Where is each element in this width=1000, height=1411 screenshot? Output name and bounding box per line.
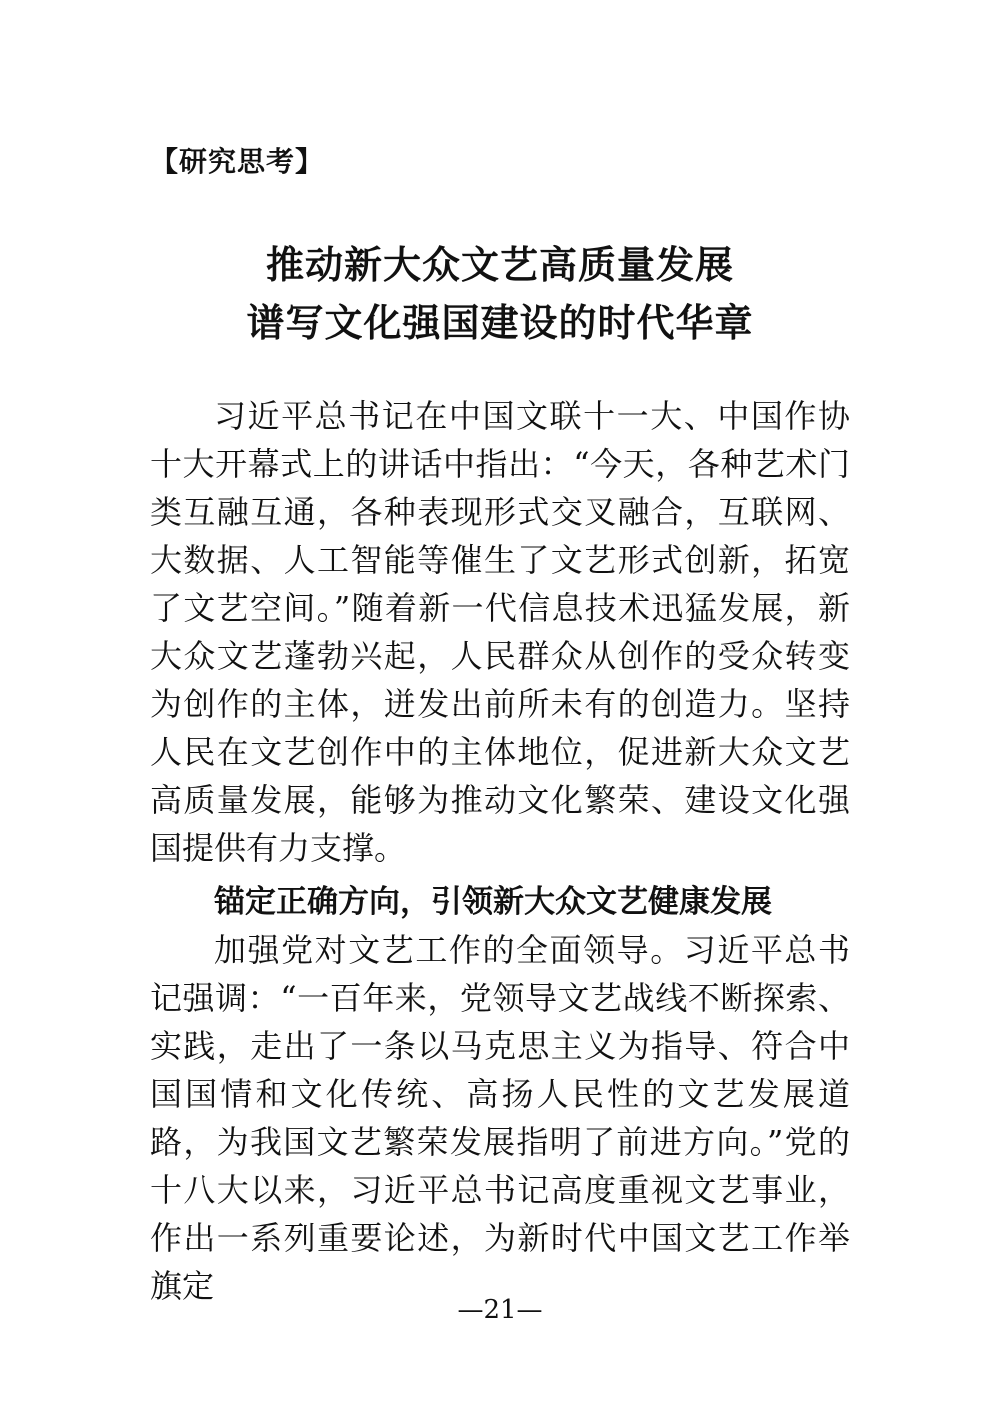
body-paragraph-1: 习近平总书记在中国文联十一大、中国作协十大开幕式上的讲话中指出：“今天，各种艺术门类互融互通，各种表现形式交叉融合，互联网、大数据、人工智能等催生了文艺形式创新，拓宽了文艺空间。”随着新一代信息技术迅猛发展，新大众文艺蓬勃兴起，人民群众从创作的受众转变为创作的主体，迸发出前所未有的创造力。坚持人民在文艺创作中的主体地位，促进新大众文艺高质量发展，能够为推动文化繁荣、建设文化强国提供有力支撑。 — [150, 397, 850, 867]
article-title-line-2: 谱写文化强国建设的时代华章 — [246, 300, 754, 345]
body-paragraph-2: 加强党对文艺工作的全面领导。习近平总书记强调：“一百年来，党领导文艺战线不断探索、实践，走出了一条以马克思主义为指导、符合中国国情和文化传统、高扬人民性的文艺发展道路，为我国文艺繁荣发展指明了前进方向。”党的十八大以来，习近平总书记高度重视文艺事业，作出一系列重要论述，为新时代中国文艺工作举旗定 — [150, 931, 850, 1305]
section-subheading: 锚定正确方向，引领新大众文艺健康发展 — [214, 884, 772, 920]
article-title-line-1: 推动新大众文艺高质量发展 — [265, 242, 734, 287]
page-number: —21— — [457, 1295, 543, 1325]
section-tag: 【研究思考】 — [150, 145, 325, 178]
